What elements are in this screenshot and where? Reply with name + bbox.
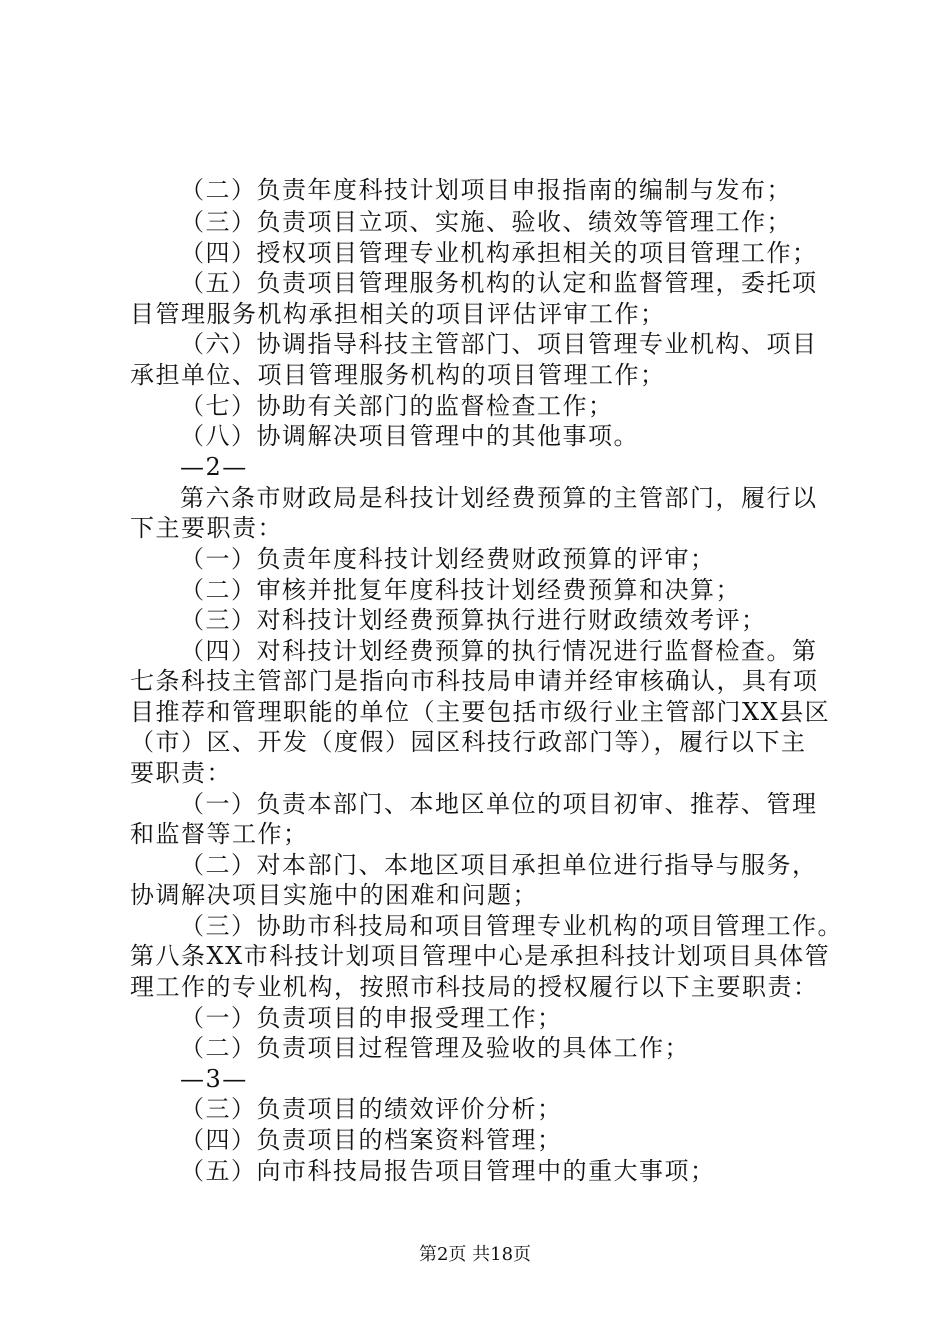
paragraph-line: （四）对科技计划经费预算的执行情况进行监督检查。第 xyxy=(180,637,818,665)
page-footer: 第2页 共18页 xyxy=(418,1244,532,1265)
paragraph-line: （一）负责本部门、本地区单位的项目初审、推荐、管理 xyxy=(180,790,818,818)
paragraph-line: 第六条市财政局是科技计划经费预算的主管部门，履行以 xyxy=(180,484,818,512)
paragraph-line: 七条科技主管部门是指向市科技局申请并经审核确认，具有项 xyxy=(130,667,819,695)
paragraph-line: （七）协助有关部门的监督检查工作； xyxy=(180,392,614,420)
paragraph-line: （二）审核并批复年度科技计划经费预算和决算； xyxy=(180,576,741,604)
paragraph-line: （四）授权项目管理专业机构承担相关的项目管理工作； xyxy=(180,239,818,267)
paragraph-line: 承担单位、项目管理服务机构的项目管理工作； xyxy=(130,361,666,389)
paragraph-line: （三）负责项目立项、实施、验收、绩效等管理工作； xyxy=(180,208,792,236)
paragraph-line: （三）对科技计划经费预算执行进行财政绩效考评； xyxy=(180,606,767,634)
paragraph-line: 下主要职责： xyxy=(130,514,283,542)
page-marker: —2— xyxy=(180,453,248,481)
paragraph-line: 和监督等工作； xyxy=(130,820,309,848)
paragraph-line: 目管理服务机构承担相关的项目评估评审工作； xyxy=(130,300,666,328)
paragraph-line: 目推荐和管理职能的单位（主要包括市级行业主管部门XX县区 xyxy=(130,698,831,726)
paragraph-line: （二）对本部门、本地区项目承担单位进行指导与服务， xyxy=(180,851,818,879)
paragraph-line: 要职责： xyxy=(130,759,232,787)
paragraph-line: （五）负责项目管理服务机构的认定和监督管理，委托项 xyxy=(180,269,818,297)
paragraph-line: （六）协调指导科技主管部门、项目管理专业机构、项目 xyxy=(180,330,818,358)
paragraph-line: （二）负责项目过程管理及验收的具体工作； xyxy=(180,1034,690,1062)
paragraph-line: （八）协调解决项目管理中的其他事项。 xyxy=(180,422,639,450)
paragraph-line: 第八条XX市科技计划项目管理中心是承担科技计划项目具体管 xyxy=(130,942,831,970)
paragraph-line: 理工作的专业机构，按照市科技局的授权履行以下主要职责： xyxy=(130,973,819,1001)
page-marker: —3— xyxy=(180,1065,248,1093)
paragraph-line: 协调解决项目实施中的困难和问题； xyxy=(130,881,538,909)
paragraph-line: （三）协助市科技局和项目管理专业机构的项目管理工作。 xyxy=(180,912,843,940)
paragraph-line: （一）负责年度科技计划经费财政预算的评审； xyxy=(180,545,716,573)
paragraph-line: （市）区、开发（度假）园区科技行政部门等），履行以下主 xyxy=(130,728,807,756)
paragraph-line: （五）向市科技局报告项目管理中的重大事项； xyxy=(180,1157,716,1185)
paragraph-line: （二）负责年度科技计划项目申报指南的编制与发布； xyxy=(180,176,792,204)
paragraph-line: （一）负责项目的申报受理工作； xyxy=(180,1004,563,1032)
paragraph-line: （四）负责项目的档案资料管理； xyxy=(180,1126,563,1154)
paragraph-line: （三）负责项目的绩效评价分析； xyxy=(180,1095,563,1123)
